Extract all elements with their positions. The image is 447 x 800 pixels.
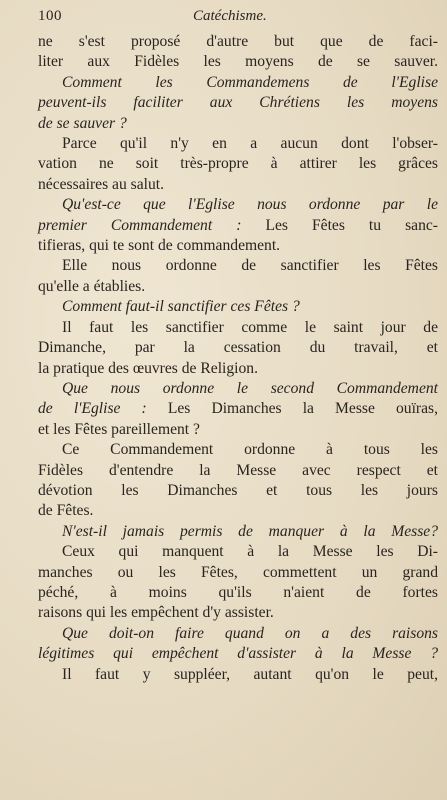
text-line: [38, 399, 438, 419]
text-line: raisons qui les empêchent d'y assister.: [38, 604, 274, 622]
text-line: vation ne soit très-propre à attirer les grâces: [38, 155, 438, 173]
question-line: peuvent-ils faciliter aux Chrétiens les moyens: [38, 94, 438, 112]
question-line: Que nous ordonne le second Commandement: [62, 379, 438, 397]
text-line: Ce Commandement ordonne à tous les: [62, 441, 438, 459]
text-line: qu'elle a établies.: [38, 277, 146, 295]
body-text: [38, 32, 438, 685]
text-line: Elle nous ordonne de sanctifier les Fêtes: [62, 257, 438, 275]
text-line: nécessaires au salut.: [38, 175, 164, 193]
text-line: de Fêtes.: [38, 502, 94, 520]
book-page: [38, 6, 438, 685]
question-line: N'est-il jamais permis de manquer à la Messe?: [62, 522, 438, 540]
text-line: Il faut y suppléer, autant qu'on le peut,: [62, 665, 438, 683]
question-line: Comment les Commandemens de l'Eglise: [62, 73, 438, 91]
running-title: Catéchisme.: [193, 8, 267, 24]
question-line: légitimes qui empêchent d'assister à la Messe ?: [38, 645, 438, 663]
text-line: la pratique des œuvres de Religion.: [38, 359, 258, 377]
text-line: liter aux Fidèles les moyens de se sauver.: [38, 53, 438, 71]
answer-fragment: Les Fêtes tu sanc-: [241, 216, 438, 234]
text-line: ne s'est proposé d'autre but que de faci-: [38, 33, 438, 50]
text-line: Il faut les sanctifier comme le saint jour de: [62, 318, 438, 336]
text-line: tifieras, qui te sont de commandement.: [38, 237, 281, 255]
question-line: Comment faut-il sanctifier ces Fêtes ?: [62, 298, 300, 316]
text-line: Fidèles d'entendre la Messe avec respect et: [38, 461, 438, 479]
text-line: et les Fêtes pareillement ?: [38, 420, 200, 438]
text-line: péché, à moins qu'ils n'aient de fortes: [38, 583, 438, 601]
question-fragment: de l'Eglise :: [38, 400, 147, 418]
text-line: Parce qu'il n'y en a aucun dont l'obser-: [62, 135, 438, 153]
answer-fragment: Les Dimanches la Messe ouïras,: [146, 400, 438, 418]
text-line: manches ou les Fêtes, commettent un grand: [38, 563, 438, 581]
text-line: dévotion les Dimanches et tous les jours: [38, 481, 438, 499]
page-number: 100: [38, 8, 62, 24]
text-line: Dimanche, par la cessation du travail, et: [38, 339, 438, 357]
page-header: [38, 6, 438, 32]
question-line: Que doit-on faire quand on a des raisons: [62, 624, 438, 642]
question-line: Qu'est-ce que l'Eglise nous ordonne par le: [62, 196, 438, 214]
question-fragment: premier Commandement :: [38, 216, 242, 234]
text-line: [38, 216, 438, 236]
question-line: de se sauver ?: [38, 114, 127, 132]
text-line: Ceux qui manquent à la Messe les Di-: [62, 543, 438, 561]
